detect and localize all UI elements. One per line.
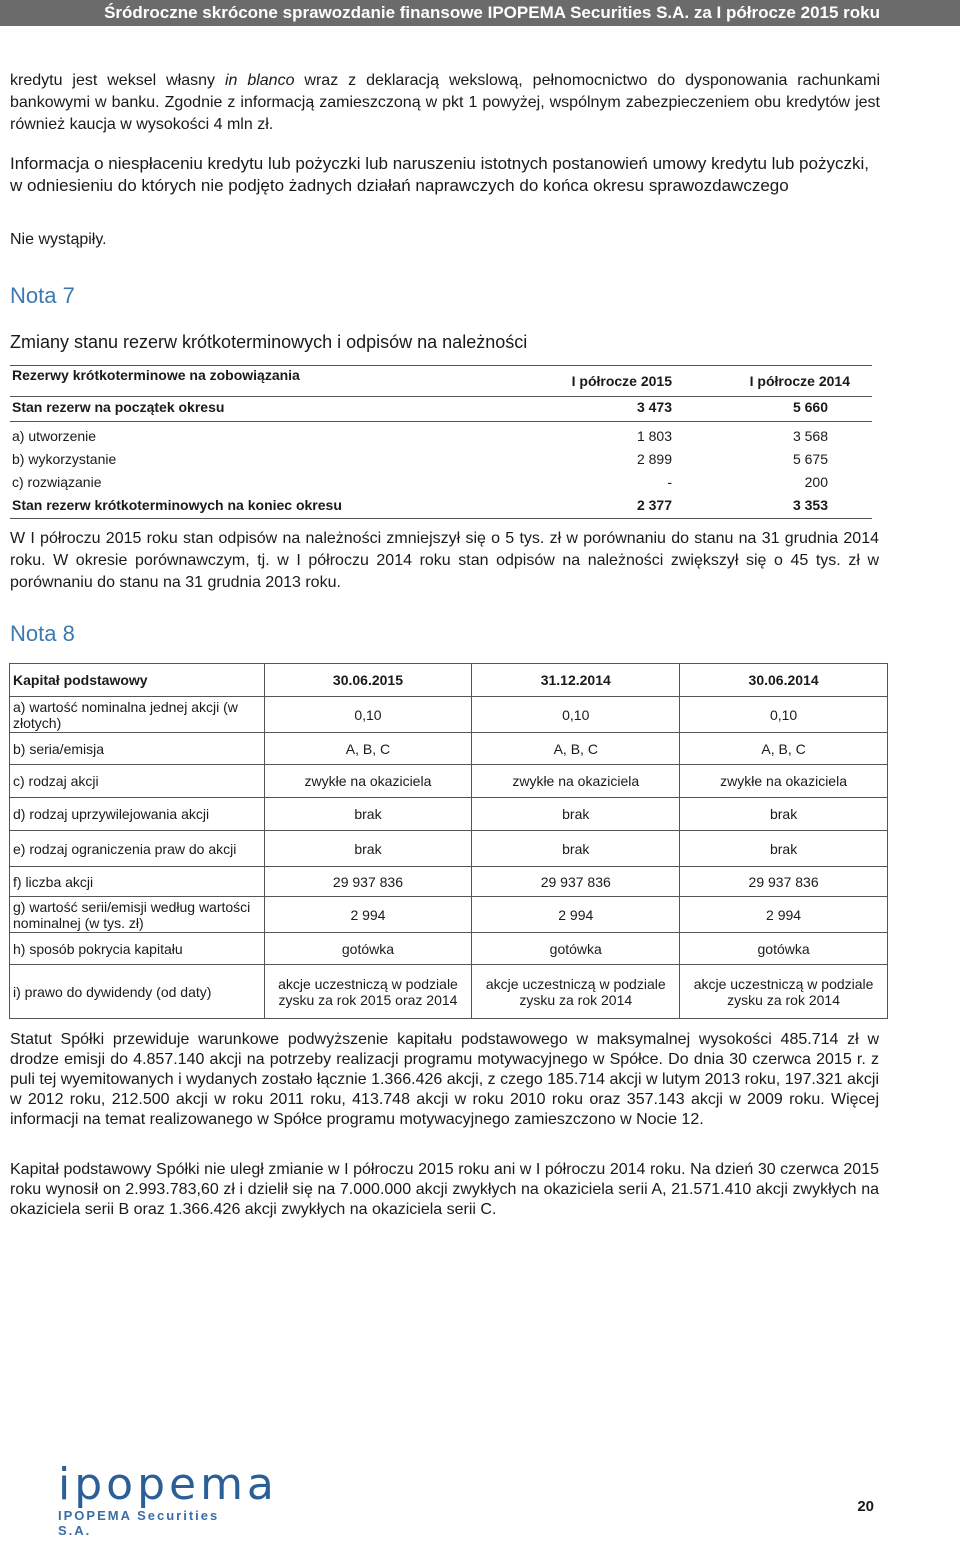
table-row [10,448,872,471]
row-value-1: 2 377 [636,497,672,513]
row-label: c) rodzaj akcji [10,765,265,798]
reserves-header-label: Rezerwy krótkoterminowe na zobowiązania [12,367,300,383]
cell: brak [264,798,472,831]
cell: akcje uczestniczą w podziale zysku za rok 2014 [680,965,888,1019]
row-label: c) rozwiązanie [12,474,102,490]
nota8-text-2: Kapitał podstawowy Spółki nie uległ zmianie w I półroczu 2015 roku ani w I półroczu 2014 roku. Na dzień 30 czerwca 2015 roku wynosił on 2.993.783,60 zł i dzielił się na 7.000.000 akcji zwykłych na okaziciela serii A, 21.571.410 akcji zwykłych na okaziciela serii B oraz 1.366.426 akcji zwykłych na okaziciela serii C. [10,1161,879,1218]
table-row [10,697,888,733]
intro-italic: in blanco [224,72,295,89]
cell: 2 994 [264,897,472,933]
cell: brak [680,798,888,831]
row-value-1: 2 899 [636,451,672,467]
cell: akcje uczestniczą w podziale zysku za rok 2015 oraz 2014 [264,965,472,1019]
nota8-title: Nota 8 [10,621,75,646]
header-cell: 30.06.2015 [264,664,472,697]
table-row [10,765,888,798]
cell: 2 994 [472,897,680,933]
row-label: b) wykorzystanie [12,451,117,467]
page-header [0,0,960,26]
table-row [10,422,872,448]
logo-wordmark: ipopema [58,1459,278,1510]
row-value-2: 200 [804,474,828,490]
reserves-table-header [10,365,872,397]
cell: A, B, C [680,733,888,765]
row-value-2: 5 660 [792,399,828,415]
row-value-2: 3 353 [792,497,828,513]
cell: 29 937 836 [680,867,888,897]
table-row [10,494,872,519]
cell: 29 937 836 [264,867,472,897]
default-info-heading: Informacja o niespłaceniu kredytu lub pożyczki lub naruszeniu istotnych postanowień umowy kredytu lub pożyczki, w odniesieniu do których nie podjęto żadnych działań naprawczych do końca okresu sprawozdawczego [10,154,869,195]
row-label: a) utworzenie [12,428,97,444]
row-label: h) sposób pokrycia kapitału [10,933,265,965]
reserves-header-col2: I półrocze 2014 [749,373,850,389]
row-label: Stan rezerw na początek okresu [12,399,225,415]
cell: 29 937 836 [472,867,680,897]
cell: brak [472,798,680,831]
intro-paragraph [10,70,880,136]
row-label: e) rodzaj ograniczenia praw do akcji [10,831,265,867]
cell: brak [472,831,680,867]
table-row [10,471,872,494]
cell: akcje uczestniczą w podziale zysku za rok 2014 [472,965,680,1019]
row-value-2: 3 568 [792,428,828,444]
cell: zwykłe na okaziciela [472,765,680,798]
cell: zwykłe na okaziciela [264,765,472,798]
nota7-title: Nota 7 [10,283,75,308]
row-label: a) wartość nominalna jednej akcji (w złotych) [10,697,265,733]
row-label: f) liczba akcji [10,867,265,897]
page-number: 20 [857,1498,874,1515]
intro-text-1: kredytu jest weksel własny [10,72,225,89]
row-label: Stan rezerw krótkoterminowych na koniec okresu [12,497,342,513]
nota7-text: W I półroczu 2015 roku stan odpisów na należności zmniejszył się o 5 tys. zł w porównaniu do stanu na 31 grudnia 2014 roku. W okresie porównawczym, tj. w I półroczu 2014 roku stan odpisów na należności zwiększył się o 45 tys. zł w porównaniu do stanu na 31 grudnia 2013 roku. [10,530,879,591]
cell: A, B, C [472,733,680,765]
reserves-header-col1: I półrocze 2015 [571,373,672,389]
capital-table [9,663,888,1019]
cell: gotówka [472,933,680,965]
table-row [10,867,888,897]
reserves-table [10,365,872,519]
cell: brak [680,831,888,867]
header-cell: 31.12.2014 [472,664,680,697]
cell: brak [264,831,472,867]
cell: 2 994 [680,897,888,933]
logo-subtitle: IPOPEMA Securities S.A. [58,1508,220,1538]
row-value-1: 3 473 [636,399,672,415]
row-label: i) prawo do dywidendy (od daty) [10,965,265,1019]
cell: zwykłe na okaziciela [680,765,888,798]
row-value-2: 5 675 [792,451,828,467]
cell: 0,10 [680,697,888,733]
default-info-text: Nie wystąpiły. [10,231,107,248]
nota7-subtitle: Zmiany stanu rezerw krótkoterminowych i odpisów na należności [10,332,528,352]
header-title: Śródroczne skrócone sprawozdanie finansowe IPOPEMA Securities S.A. za I półrocze 2015 roku [104,3,880,22]
capital-table-header [10,664,888,697]
intro-text-2: wraz z deklaracją wekslową, pełnomocnictwo do dysponowania rachunkami bankowymi w banku. Zgodnie z informacją zamieszczoną w pkt 1 powyżej, wspólnym zabezpieczeniem obu kredytów jest również kaucja w wysokości 4 mln zł. [10,72,881,133]
row-value-1: 1 803 [636,428,672,444]
table-row [10,397,872,422]
nota8-text-1: Statut Spółki przewiduje warunkowe podwyższenie kapitału podstawowego w maksymalnej wysokości 485.714 zł w drodze emisji do 4.857.140 akcji na potrzeby realizacji programu motywacyjnego w Spółce. Do dnia 30 czerwca 2015 r. z puli tej wyemitowanych i wydanych zostało łącznie 1.366.426 akcji, z czego 185.714 akcji w lutym 2013 roku, 197.321 akcji w 2012 roku, 212.500 akcji w roku 2011 roku, 413.748 akcji w roku 2010 roku oraz 357.143 akcji w 2009 roku. Więcej informacji na temat realizowanego w Spółce programu motywacyjnego zamieszczono w Nocie 12. [10,1031,879,1128]
row-value-1: - [667,474,672,490]
header-cell: Kapitał podstawowy [10,664,265,697]
cell: A, B, C [264,733,472,765]
cell: gotówka [264,933,472,965]
table-row [10,933,888,965]
table-row [10,831,888,867]
row-label: d) rodzaj uprzywilejowania akcji [10,798,265,831]
row-label: b) seria/emisja [10,733,265,765]
cell: gotówka [680,933,888,965]
table-row [10,965,888,1019]
cell: 0,10 [472,697,680,733]
header-cell: 30.06.2014 [680,664,888,697]
cell: 0,10 [264,697,472,733]
company-logo [58,1459,278,1538]
table-row [10,897,888,933]
table-row [10,798,888,831]
table-row [10,733,888,765]
row-label: g) wartość serii/emisji według wartości nominalnej (w tys. zł) [10,897,265,933]
